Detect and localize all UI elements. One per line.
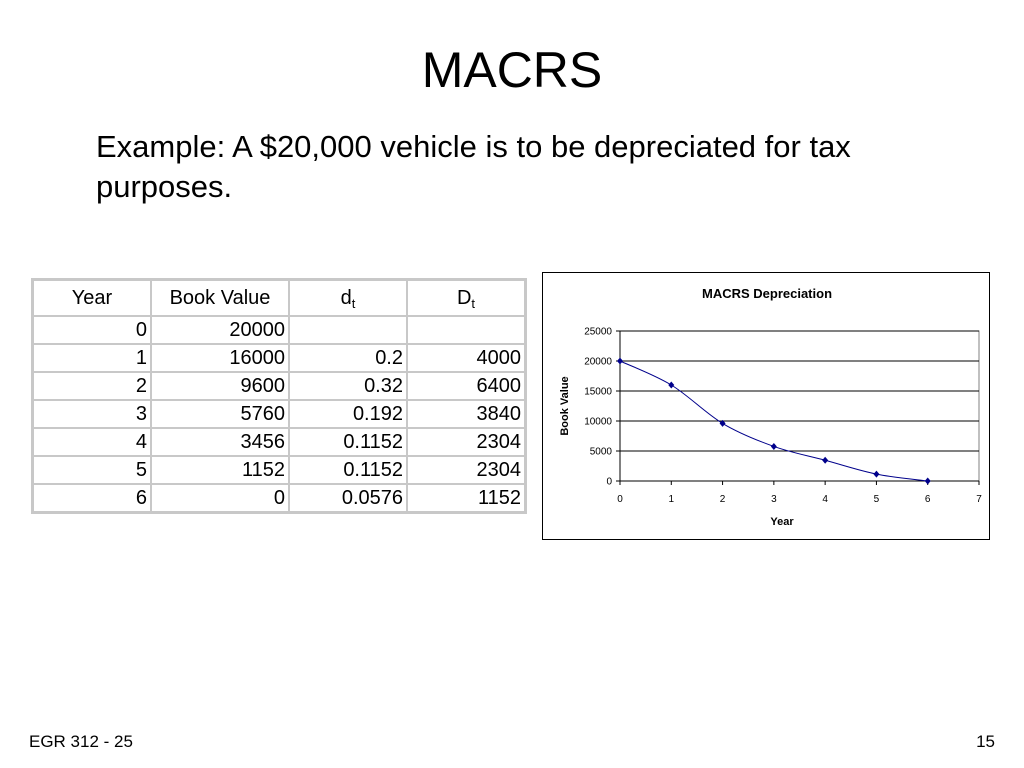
chart-x-axis-label: Year — [770, 516, 794, 528]
data-point-marker — [822, 457, 828, 464]
y-tick-label: 20000 — [584, 356, 612, 368]
cell-year: 0 — [33, 316, 151, 344]
cell-book-value: 20000 — [151, 316, 289, 344]
chart-y-axis-label: Book Value — [559, 376, 571, 436]
example-text: Example: A $20,000 vehicle is to be depreciated for tax purposes. — [96, 129, 851, 204]
table-row — [33, 428, 525, 456]
data-point-marker — [925, 478, 931, 485]
header-book-value: Book Value — [151, 280, 289, 316]
cell-book-value: 0 — [151, 484, 289, 512]
x-tick-label: 0 — [617, 494, 623, 505]
cell-book-value: 5760 — [151, 400, 289, 428]
table-row — [33, 400, 525, 428]
header-dt-subscript: t — [351, 295, 356, 311]
cell-book-value: 9600 — [151, 372, 289, 400]
data-point-marker — [771, 443, 777, 450]
depreciation-chart — [542, 272, 990, 540]
cell-rate: 0.2 — [289, 344, 407, 372]
chart-svg — [543, 273, 991, 541]
data-point-marker — [617, 358, 623, 365]
cell-rate: 0.1152 — [289, 456, 407, 484]
cell-depreciation: 6400 — [407, 372, 525, 400]
plot-area-frame — [620, 331, 979, 481]
header-dt-amount: $D_t$ — [407, 280, 525, 316]
table-row — [33, 344, 525, 372]
cell-year: 1 — [33, 344, 151, 372]
header-Dt-subscript: t — [471, 295, 476, 311]
table-row — [33, 484, 525, 512]
cell-book-value: 1152 — [151, 456, 289, 484]
y-tick-label: 15000 — [584, 386, 612, 398]
cell-depreciation: 3840 — [407, 400, 525, 428]
chart-title: MACRS Depreciation — [701, 286, 833, 301]
table-row — [33, 456, 525, 484]
y-tick-label: 5000 — [589, 446, 612, 458]
y-tick-label: 25000 — [584, 326, 612, 338]
x-tick-label: 5 — [873, 494, 880, 505]
cell-year: 6 — [33, 484, 151, 512]
cell-book-value: 16000 — [151, 344, 289, 372]
x-tick-label: 1 — [668, 494, 675, 505]
table-row — [33, 372, 525, 400]
data-point-marker — [873, 471, 879, 478]
header-dt-rate: $d_t$ — [289, 280, 407, 316]
cell-book-value: 3456 — [151, 428, 289, 456]
cell-year: 3 — [33, 400, 151, 428]
x-tick-label: 6 — [924, 494, 931, 505]
x-tick-label: 7 — [976, 494, 982, 505]
y-tick-label: 0 — [606, 476, 612, 488]
cell-rate: 0.192 — [289, 400, 407, 428]
cell-rate — [289, 316, 407, 344]
x-tick-label: 4 — [822, 494, 828, 505]
x-tick-label: 3 — [771, 494, 777, 505]
data-point-marker — [668, 382, 674, 389]
cell-year: 5 — [33, 456, 151, 484]
cell-rate: 0.0576 — [289, 484, 407, 512]
cell-year: 2 — [33, 372, 151, 400]
page-number: 15 — [976, 732, 995, 751]
y-tick-label: 10000 — [584, 416, 612, 428]
table-row — [33, 316, 525, 344]
x-tick-label: 2 — [719, 494, 726, 505]
course-label: EGR 312 - 25 — [29, 732, 133, 751]
cell-depreciation: 2304 — [407, 428, 525, 456]
cell-depreciation — [407, 316, 525, 344]
cell-depreciation: 4000 — [407, 344, 525, 372]
table-header-row — [33, 280, 525, 316]
cell-year: 4 — [33, 428, 151, 456]
cell-depreciation: 2304 — [407, 456, 525, 484]
cell-rate: 0.32 — [289, 372, 407, 400]
header-year: Year — [33, 280, 151, 316]
slide-title: MACRS — [421, 42, 603, 98]
cell-rate: 0.1152 — [289, 428, 407, 456]
cell-depreciation: 1152 — [407, 484, 525, 512]
macrs-table — [31, 278, 527, 514]
